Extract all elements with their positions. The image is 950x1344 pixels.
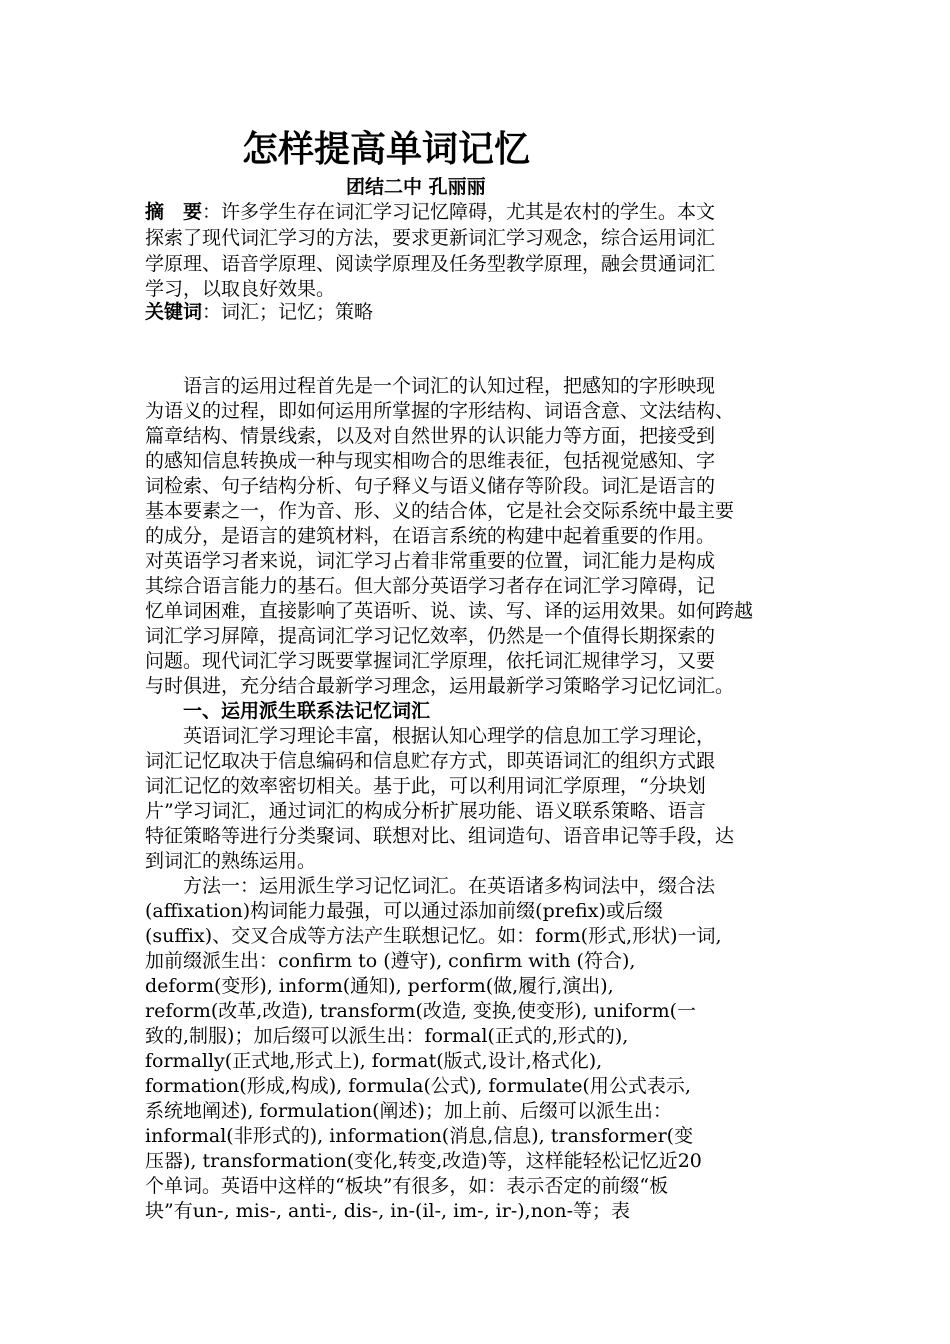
section-line: reform(改革,改造), transform(改造, 变换,使变形), uniform(一 (145, 1000, 697, 1022)
abstract-label: 摘 要 (145, 201, 203, 223)
section-line: formally(正式地,形式上), format(版式,设计,格式化), (145, 1050, 603, 1072)
body-line: 与时俱进，充分结合最新学习理念，运用最新学习策略学习记忆词汇。 (145, 675, 735, 697)
section-line: 压器), transformation(变化,转变,改造)等，这样能轻松记忆近20 (145, 1150, 702, 1172)
section-line: 英语词汇学习理论丰富，根据认知心理学的信息加工学习理论， (145, 725, 716, 747)
abstract-line-1 (145, 200, 817, 224)
body-line: 忆单词困难，直接影响了英语听、说、读、写、译的运用效果。如何跨越 (145, 600, 754, 622)
abstract-text-1: 许多学生存在词汇学习记忆障碍，尤其是农村的学生。本文 (221, 201, 716, 223)
body-line: 词汇学习屏障，提高词汇学习记忆效率，仍然是一个值得长期探索的 (145, 625, 716, 647)
section-line: 词汇记忆的效率密切相关。基于此，可以利用词汇学原理，“分块划 (145, 775, 706, 797)
section-line: informal(非形式的), information(消息,信息), transformer(变 (145, 1125, 694, 1147)
body-line: 的成分，是语言的建筑材料，在语言系统的构建中起着重要的作用。 (145, 525, 716, 547)
body-line: 其综合语言能力的基石。但大部分英语学习者存在词汇学习障碍，记 (145, 575, 716, 597)
section-line: 系统地阐述), formulation(阐述)；加上前、后缀可以派生出： (145, 1100, 672, 1122)
body-line: 篇章结构、情景线索，以及对自然世界的认识能力等方面，把接受到 (145, 425, 716, 447)
body-line: 对英语学习者来说，词汇学习占着非常重要的位置，词汇能力是构成 (145, 550, 716, 572)
section-line: (affixation)构词能力最强，可以通过添加前缀(prefix)或后缀 (145, 900, 663, 922)
body-line: 的感知信息转换成一种与现实相吻合的思维表征，包括视觉感知、字 (145, 450, 716, 472)
abstract-colon: ： (202, 201, 222, 223)
keywords-line (145, 300, 817, 324)
abstract-line-4: 学习，以取良好效果。 (145, 278, 336, 300)
keywords-label: 关键词 (145, 301, 203, 323)
section-line: 词汇记忆取决于信息编码和信息贮存方式，即英语词汇的组织方式跟 (145, 750, 716, 772)
body-line: 问题。现代词汇学习既要掌握词汇学原理，依托词汇规律学习，又要 (145, 650, 716, 672)
document-title: 怎样提高单词记忆 (242, 129, 531, 170)
section-heading: 一、运用派生联系法记忆词汇 (145, 700, 431, 722)
body-line: 为语义的过程，即如何运用所掌握的字形结构、词语含意、文法结构、 (145, 400, 735, 422)
section-line: 致的,制服)；加后缀可以派生出：formal(正式的,形式的), (145, 1025, 629, 1047)
keywords-text: 词汇；记忆；策略 (221, 301, 374, 323)
section-line: (suffix)、交叉合成等方法产生联想记忆。如：form(形式,形状)一词, (145, 925, 722, 947)
section-line: formation(形成,构成), formula(公式), formulate(用公式表示, (145, 1075, 691, 1097)
section-line: 个单词。英语中这样的“板块”有很多，如：表示否定的前缀“板 (145, 1175, 669, 1197)
body-line: 词检索、句子结构分析、句子释义与语义储存等阶段。词汇是语言的 (145, 475, 716, 497)
abstract-line-2: 探索了现代词汇学习的方法，要求更新词汇学习观念，综合运用词汇 (145, 227, 716, 249)
body-line: 基本要素之一，作为音、形、义的结合体，它是社会交际系统中最主要 (145, 500, 735, 522)
section-line: 片”学习词汇，通过词汇的构成分析扩展功能、语义联系策略、语言 (145, 800, 706, 822)
body-line: 语言的运用过程首先是一个词汇的认知过程，把感知的字形映现 (145, 375, 716, 397)
section-line: 特征策略等进行分类聚词、联想对比、组词造句、语音串记等手段，达 (145, 825, 735, 847)
keywords-colon: ： (202, 301, 222, 323)
section-line: 到词汇的熟练运用。 (145, 850, 317, 872)
section-line: 块”有un-, mis-, anti-, dis-, in-(il-, im-, ir-),non-等；表 (145, 1200, 631, 1222)
author-line: 团结二中 孔丽丽 (346, 176, 486, 198)
abstract-line-3: 学原理、语音学原理、阅读学原理及任务型教学原理，融会贯通词汇 (145, 253, 716, 275)
section-line: deform(变形), inform(通知), perform(做,履行,演出), (145, 975, 614, 997)
section-line: 方法一：运用派生学习记忆词汇。在英语诸多构词法中，缀合法 (145, 875, 716, 897)
section-line: 加前缀派生出：confirm to (遵守), confirm with (符合), (145, 950, 636, 972)
